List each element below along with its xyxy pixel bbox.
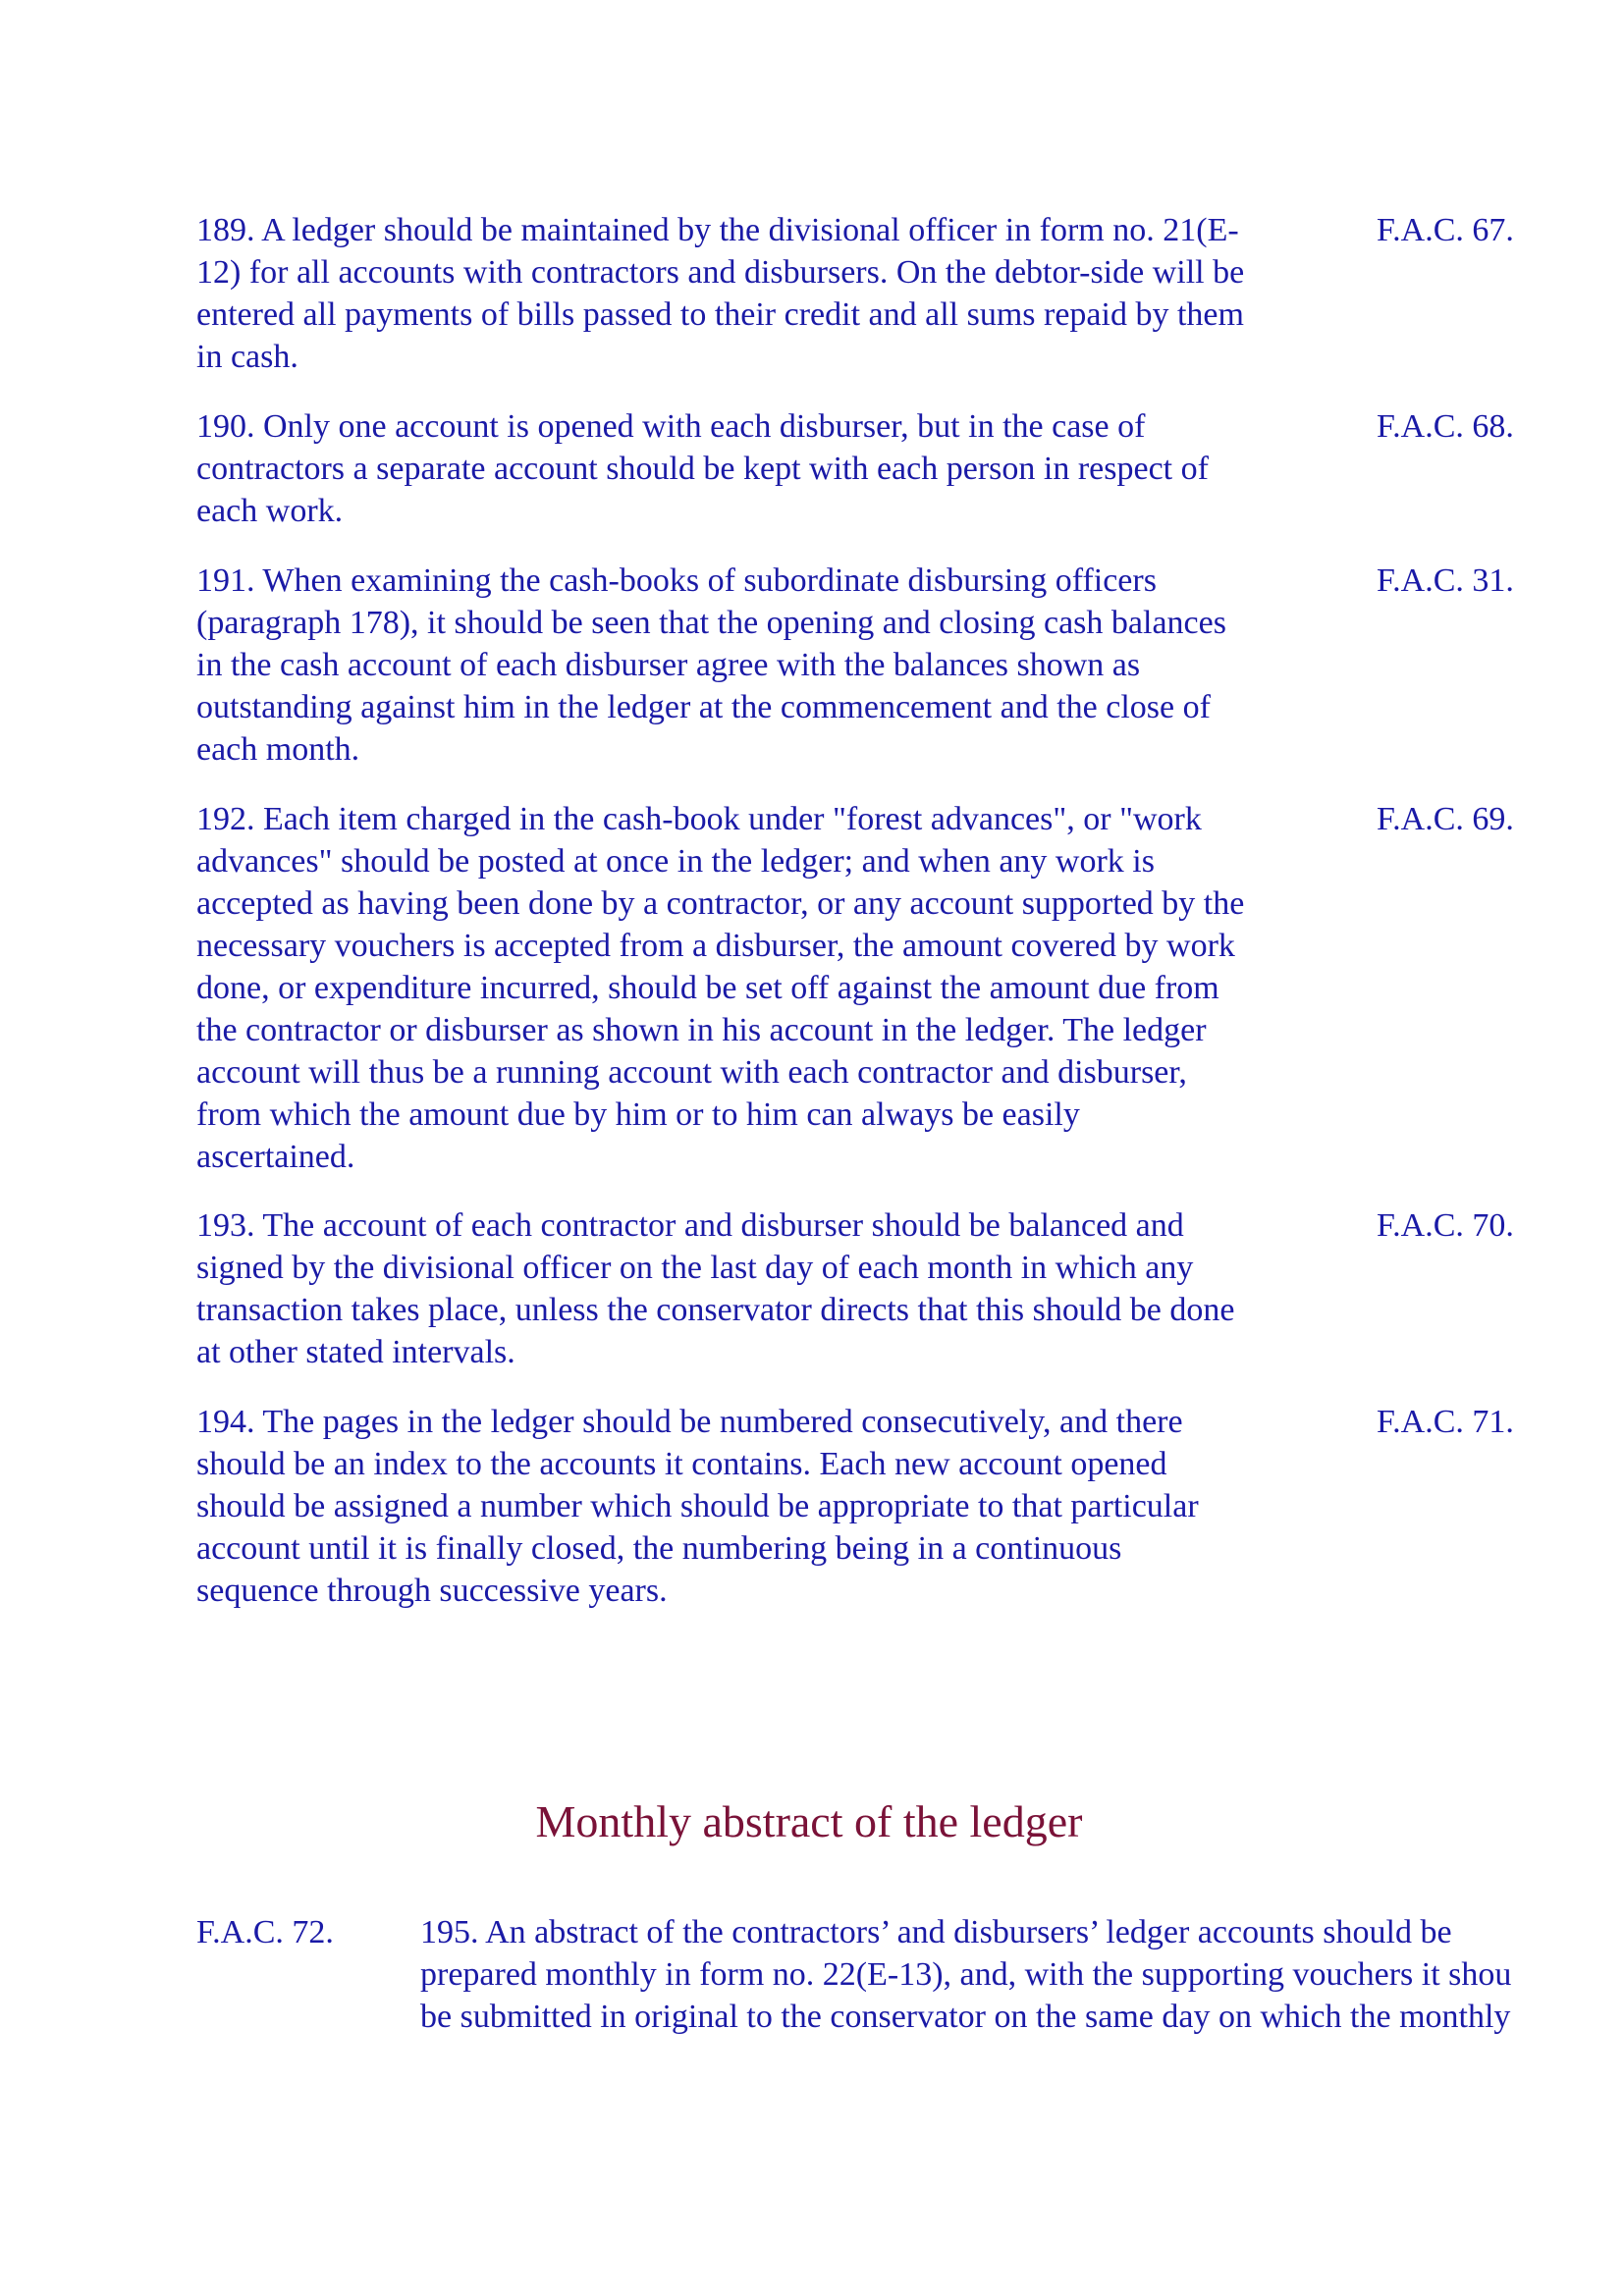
section-heading-text: Monthly abstract of the ledger (535, 1796, 1083, 1846)
paragraph-line: account will thus be a running account with each contractor and disburser, (196, 1054, 1187, 1091)
paragraph-line: be submitted in original to the conservator on the same day on which the monthly (420, 1999, 1511, 2035)
paragraph-line: 190. Only one account is opened with each disburser, but in the case of (196, 408, 1146, 445)
paragraph-line: (paragraph 178), it should be seen that the opening and closing cash balances (196, 605, 1226, 641)
paragraph-line: 192. Each item charged in the cash-book under "forest advances", or "work (196, 801, 1202, 837)
reference-fac-70: F.A.C. 70. (1377, 1207, 1514, 1244)
paragraph-line: sequence through successive years. (196, 1573, 668, 1609)
paragraph-line: entered all payments of bills passed to their credit and all sums repaid by them (196, 296, 1244, 333)
paragraph-193 (196, 1204, 1355, 1373)
paragraph-192 (196, 798, 1355, 1178)
reference-fac-67: F.A.C. 67. (1377, 212, 1514, 248)
paragraph-line: outstanding against him in the ledger at the commencement and the close of (196, 689, 1211, 725)
reference-fac-68: F.A.C. 68. (1377, 408, 1514, 445)
paragraph-line: contractors a separate account should be kept with each person in respect of (196, 451, 1209, 487)
paragraph-line: 191. When examining the cash-books of subordinate disbursing officers (196, 562, 1157, 599)
paragraph-line: in cash. (196, 339, 298, 375)
paragraph-line: each work. (196, 493, 344, 529)
paragraph-line: 193. The account of each contractor and disburser should be balanced and (196, 1207, 1184, 1244)
paragraph-line: signed by the divisional officer on the last day of each month in which any (196, 1250, 1194, 1286)
paragraph-line: each month. (196, 731, 360, 768)
section-heading (0, 1794, 1624, 1849)
paragraph-line: the contractor or disburser as shown in his account in the ledger. The ledger (196, 1012, 1207, 1048)
paragraph-line: ascertained. (196, 1139, 355, 1175)
paragraph-line: 194. The pages in the ledger should be numbered consecutively, and there (196, 1404, 1183, 1440)
reference-fac-71: F.A.C. 71. (1377, 1404, 1514, 1440)
reference-fac-31: F.A.C. 31. (1377, 562, 1514, 599)
reference-fac-72: F.A.C. 72. (196, 1914, 334, 1950)
paragraph-line: 189. A ledger should be maintained by the divisional officer in form no. 21(E- (196, 212, 1239, 248)
paragraph-line: advances" should be posted at once in the ledger; and when any work is (196, 843, 1155, 880)
paragraph-190 (196, 405, 1355, 532)
paragraph-line: should be an index to the accounts it contains. Each new account opened (196, 1446, 1167, 1482)
reference-fac-69: F.A.C. 69. (1377, 801, 1514, 837)
paragraph-line: at other stated intervals. (196, 1334, 515, 1370)
paragraph-line: should be assigned a number which should be appropriate to that particular (196, 1488, 1199, 1524)
paragraph-line: accepted as having been done by a contractor, or any account supported by the (196, 885, 1245, 922)
paragraph-line: 195. An abstract of the contractors’ and disbursers’ ledger accounts should be (420, 1914, 1452, 1950)
paragraph-195 (420, 1911, 1624, 2038)
paragraph-line: 12) for all accounts with contractors and disbursers. On the debtor-side will be (196, 254, 1245, 291)
paragraph-194 (196, 1401, 1355, 1612)
paragraph-191 (196, 560, 1355, 771)
paragraph-line: done, or expenditure incurred, should be set off against the amount due from (196, 970, 1219, 1006)
paragraph-line: prepared monthly in form no. 22(E-13), and, with the supporting vouchers it shou (420, 1956, 1512, 1993)
paragraph-line: in the cash account of each disburser agree with the balances shown as (196, 647, 1141, 683)
paragraph-line: from which the amount due by him or to him can always be easily (196, 1096, 1080, 1133)
paragraph-line: account until it is finally closed, the numbering being in a continuous (196, 1530, 1122, 1567)
paragraph-line: necessary vouchers is accepted from a disburser, the amount covered by work (196, 928, 1235, 964)
paragraph-line: transaction takes place, unless the conservator directs that this should be done (196, 1292, 1235, 1328)
paragraph-189 (196, 209, 1355, 378)
